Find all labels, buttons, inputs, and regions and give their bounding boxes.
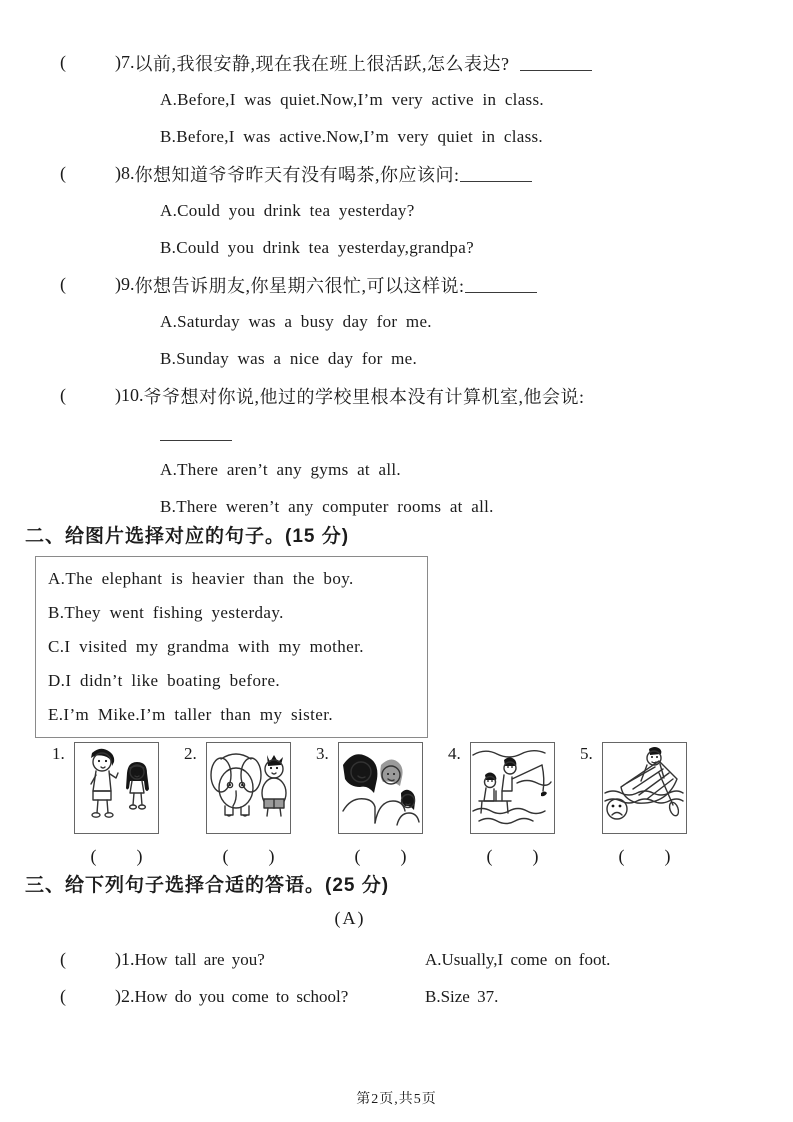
sentence-b: B.They went fishing yesterday. [48, 603, 284, 622]
picture-group-3 [316, 742, 423, 867]
answer-blank [520, 55, 592, 71]
part3-question-cell [60, 986, 425, 1007]
question-text: How do you come to school? [134, 986, 349, 1006]
answer-bracket-close: ) [115, 274, 121, 294]
question-7-line [60, 44, 777, 81]
answer-bracket-open: ( [60, 986, 66, 1006]
mother-grandma-child-illustration [338, 742, 423, 834]
question-number: 9. [121, 274, 135, 294]
part3-title: 三、给下列句子选择合适的答语。(25 分) [25, 875, 390, 896]
question-text: How tall are you? [134, 949, 265, 969]
rowing-boat-sad-illustration [602, 742, 687, 834]
question-8-option-b [60, 229, 777, 266]
father-son-fishing-illustration [470, 742, 555, 834]
answer-option-text: B.Size 37. [425, 986, 499, 1006]
answer-bracket-close: ) [268, 846, 275, 866]
answer-bracket-close: ) [115, 163, 121, 183]
picture-number: 1. [52, 744, 65, 763]
answer-blank [460, 166, 532, 182]
sentence-d: D.I didn’t like boating before. [48, 671, 281, 690]
taller-boy-girl-illustration [74, 742, 159, 834]
answer-bracket-open: ( [60, 385, 66, 405]
picture-group-5 [580, 742, 687, 867]
question-text: 你想知道爷爷昨天有没有喝茶,你应该问: [134, 164, 460, 185]
answer-option-text: A.Usually,I come on foot. [425, 949, 611, 969]
answer-bracket-close: ) [115, 385, 121, 405]
question-text: 你想告诉朋友,你星期六很忙,可以这样说: [134, 275, 465, 296]
answer-bracket-close: ) [115, 986, 121, 1006]
sentence-e: E.I’m Mike.I’m taller than my sister. [48, 705, 334, 724]
question-text: 以前,我很安静,现在我在班上很活跃,怎么表达? [134, 53, 510, 74]
question-8-option-a [60, 192, 777, 229]
picture-group-1 [52, 742, 159, 867]
page-footer: 第2页,共5页 [356, 1092, 437, 1107]
picture-4-answer-brackets [448, 846, 555, 867]
answer-bracket-open: ( [60, 163, 66, 183]
question-7-option-a [60, 81, 777, 118]
question-10-blank-line [160, 414, 777, 451]
answer-blank [465, 277, 537, 293]
question-number: 7. [121, 52, 135, 72]
question-10-option-b [60, 488, 777, 525]
part3-group-a-label: (A) [334, 908, 366, 928]
question-number: 2. [121, 986, 135, 1006]
part2-sentence-box [35, 556, 428, 738]
answer-bracket-close: ) [532, 846, 539, 866]
part2-title: 二、给图片选择对应的句子。(15 分) [25, 526, 350, 547]
picture-3-answer-brackets [316, 846, 423, 867]
question-9-line [60, 266, 777, 303]
answer-bracket-open: ( [60, 274, 66, 294]
question-8-line [60, 155, 777, 192]
answer-bracket-open: ( [90, 846, 97, 866]
question-9-option-a [60, 303, 777, 340]
option-text: A.Before,I was quiet.Now,I’m very active in class. [160, 89, 544, 109]
question-9-option-b [60, 340, 777, 377]
option-text: A.Could you drink tea yesterday? [160, 200, 415, 220]
answer-bracket-open: ( [486, 846, 493, 866]
option-text: B.There weren’t any computer rooms at all. [160, 496, 494, 516]
part3-row-1 [60, 941, 777, 978]
elephant-boy-illustration [206, 742, 291, 834]
question-7-option-b [60, 118, 777, 155]
picture-5-answer-brackets [580, 846, 687, 867]
option-text: A.Saturday was a busy day for me. [160, 311, 432, 331]
picture-number: 3. [316, 744, 329, 763]
answer-bracket-close: ) [400, 846, 407, 866]
option-text: A.There aren’t any gyms at all. [160, 459, 401, 479]
option-text: B.Sunday was a nice day for me. [160, 348, 418, 368]
picture-2 [184, 742, 291, 834]
question-number: 1. [121, 949, 135, 969]
picture-1 [52, 742, 159, 834]
answer-bracket-open: ( [60, 949, 66, 969]
answer-bracket-open: ( [618, 846, 625, 866]
picture-4 [448, 742, 555, 834]
picture-number: 2. [184, 744, 197, 763]
question-text: 爷爷想对你说,他过的学校里根本没有计算机室,他会说: [143, 386, 585, 407]
picture-group-2 [184, 742, 291, 867]
part3-row-2 [60, 978, 777, 1015]
part2-pictures-row [52, 742, 687, 867]
part3-question-section [60, 941, 777, 1015]
part1-question-section [60, 44, 777, 525]
answer-bracket-close: ) [136, 846, 143, 866]
answer-blank [160, 425, 232, 441]
picture-number: 4. [448, 744, 461, 763]
question-10-line [60, 377, 777, 414]
answer-bracket-open: ( [222, 846, 229, 866]
answer-bracket-close: ) [664, 846, 671, 866]
question-number: 10. [121, 385, 144, 405]
picture-3 [316, 742, 423, 834]
picture-2-answer-brackets [184, 846, 291, 867]
answer-bracket-close: ) [115, 949, 121, 969]
answer-bracket-open: ( [60, 52, 66, 72]
option-text: B.Before,I was active.Now,I’m very quiet in class. [160, 126, 543, 146]
answer-bracket-open: ( [354, 846, 361, 866]
answer-bracket-close: ) [115, 52, 121, 72]
picture-number: 5. [580, 744, 593, 763]
option-text: B.Could you drink tea yesterday,grandpa? [160, 237, 474, 257]
picture-group-4 [448, 742, 555, 867]
question-10-option-a [60, 451, 777, 488]
question-number: 8. [121, 163, 135, 183]
sentence-c: C.I visited my grandma with my mother. [48, 637, 364, 656]
picture-5 [580, 742, 687, 834]
part3-question-cell [60, 949, 425, 970]
picture-1-answer-brackets [52, 846, 159, 867]
sentence-a: A.The elephant is heavier than the boy. [48, 569, 354, 588]
